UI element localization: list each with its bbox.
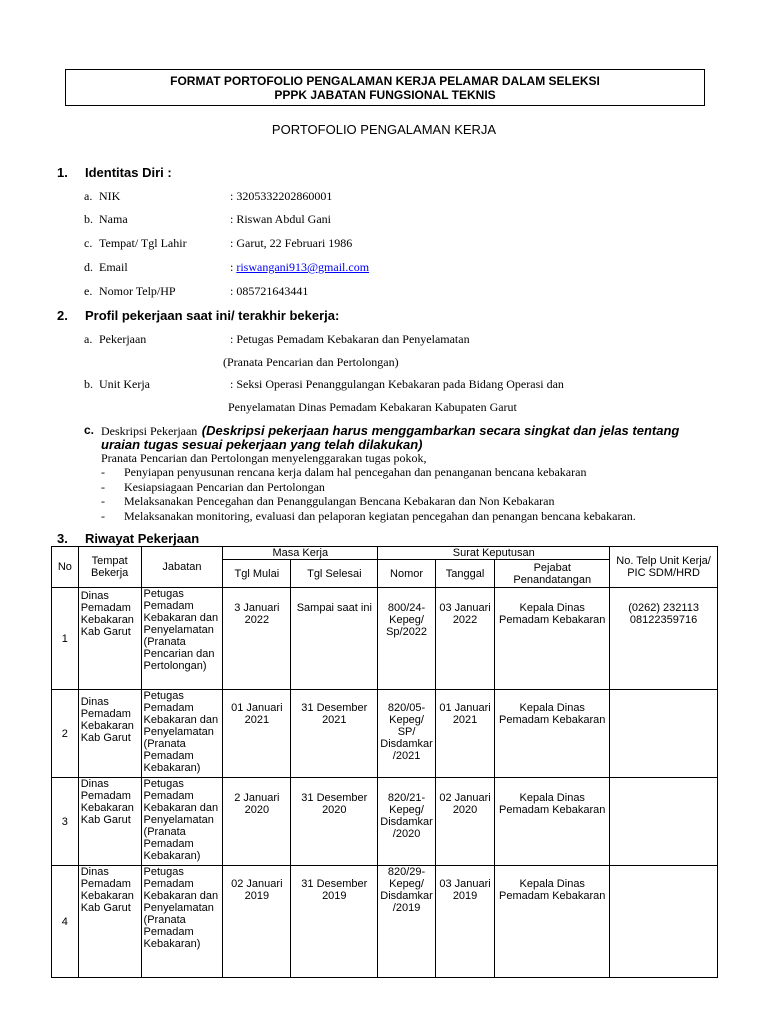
- nama-value: : Riswan Abdul Gani: [230, 212, 331, 226]
- col-header-pejabat: Pejabat Penandatangan: [495, 560, 610, 588]
- col-header-surat-keputusan: Surat Keputusan: [378, 547, 610, 560]
- col-header-tgl-mulai: Tgl Mulai: [223, 560, 291, 588]
- col-header-telp: No. Telp Unit Kerja/ PIC SDM/HRD: [610, 547, 718, 588]
- telp-value: : 085721643441: [230, 284, 309, 298]
- email-colon: :: [230, 260, 237, 274]
- cell-tgl-mulai: 3 Januari 2022: [223, 588, 291, 690]
- cell-no: 2: [52, 690, 79, 778]
- ttl-letter: c.: [84, 236, 93, 250]
- nik-label: NIK: [99, 189, 121, 203]
- email-letter: d.: [84, 260, 93, 274]
- bullet-text-2: Kesiapsiagaan Pencarian dan Pertolongan: [124, 480, 325, 494]
- pekerjaan-letter: a.: [84, 332, 93, 346]
- cell-pejabat: Kepala Dinas Pemadam Kebakaran: [495, 778, 610, 866]
- cell-tanggal: 01 Januari 2021: [435, 690, 494, 778]
- email-row: [230, 260, 369, 275]
- cell-tgl-selesai: Sampai saat ini: [291, 588, 378, 690]
- col-header-tempat: Tempat Bekerja: [78, 547, 141, 588]
- unitkerja-value: : Seksi Operasi Penanggulangan Kebakaran pada Bidang Operasi dan: [230, 377, 564, 391]
- cell-nomor: 820/29-Kepeg/ Disdamkar /2019: [378, 866, 436, 978]
- bullet-text-1: Penyiapan penyusunan rencana kerja dalam hal pencegahan dan penanganan bencana kebakaran: [124, 465, 587, 479]
- table-header-row-1: [52, 547, 718, 560]
- deskripsi-intro: Pranata Pencarian dan Pertolongan menyelenggarakan tugas pokok,: [101, 451, 427, 465]
- table-row: [52, 588, 718, 690]
- telp-letter: e.: [84, 284, 93, 298]
- nik-value: : 3205332202860001: [230, 189, 333, 203]
- pekerjaan-value-2: (Pranata Pencarian dan Pertolongan): [223, 355, 399, 369]
- cell-pejabat: Kepala Dinas Pemadam Kebakaran: [495, 588, 610, 690]
- cell-tgl-selesai: 31 Desember 2019: [291, 866, 378, 978]
- cell-jabatan: Petugas Pemadam Kebakaran dan Penyelamatan (Pranata Pemadam Kebakaran): [141, 866, 223, 978]
- cell-tgl-mulai: 02 Januari 2019: [223, 866, 291, 978]
- table-row: [52, 866, 718, 978]
- table-row: [52, 690, 718, 778]
- cell-nomor: 820/05-Kepeg/ SP/ Disdamkar /2021: [378, 690, 436, 778]
- bullet-dash-1: -: [101, 465, 105, 479]
- email-link[interactable]: riswangani913@gmail.com: [236, 260, 370, 274]
- bullet-dash-2: -: [101, 480, 105, 494]
- cell-tempat: Dinas Pemadam Kebakaran Kab Garut: [78, 690, 141, 778]
- section3-title: Riwayat Pekerjaan: [85, 531, 200, 546]
- unitkerja-label: Unit Kerja: [99, 377, 150, 391]
- cell-telp: (0262) 232113 08122359716: [610, 588, 718, 690]
- table-row: [52, 778, 718, 866]
- cell-tempat: Dinas Pemadam Kebakaran Kab Garut: [78, 778, 141, 866]
- cell-telp: [610, 690, 718, 778]
- bullet-dash-4: -: [101, 509, 105, 523]
- deskripsi-letter: c.: [84, 423, 95, 437]
- section3-number: 3.: [57, 531, 68, 546]
- cell-tempat: Dinas Pemadam Kebakaran Kab Garut: [78, 866, 141, 978]
- col-header-tgl-selesai: Tgl Selesai: [291, 560, 378, 588]
- col-header-no: No: [52, 547, 79, 588]
- deskripsi-instruction-1: (Deskripsi pekerjaan harus menggambarkan secara singkat dan jelas tentang: [201, 423, 680, 438]
- ttl-value: : Garut, 22 Februari 1986: [230, 236, 353, 250]
- email-label: Email: [99, 260, 128, 274]
- cell-tempat: Dinas Pemadam Kebakaran Kab Garut: [78, 588, 141, 690]
- cell-no: 1: [52, 588, 79, 690]
- nama-letter: b.: [84, 212, 93, 226]
- cell-tgl-selesai: 31 Desember 2020: [291, 778, 378, 866]
- cell-no: 4: [52, 866, 79, 978]
- bullet-text-4: Melaksanakan monitoring, evaluasi dan pelaporan kegiatan pencegahan dan penangan bencana kebakaran.: [124, 509, 636, 523]
- cell-jabatan: Petugas Pemadam Kebakaran dan Penyelamatan (Pranata Pemadam Kebakaran): [141, 690, 223, 778]
- cell-tgl-selesai: 31 Desember 2021: [291, 690, 378, 778]
- section2-number: 2.: [57, 308, 68, 323]
- nama-label: Nama: [99, 212, 128, 226]
- cell-jabatan: Petugas Pemadam Kebakaran dan Penyelamatan (Pranata Pencarian dan Pertolongan): [141, 588, 223, 690]
- cell-tanggal: 03 Januari 2022: [435, 588, 494, 690]
- unitkerja-letter: b.: [84, 377, 93, 391]
- section2-title: Profil pekerjaan saat ini/ terakhir bekerja:: [85, 308, 340, 323]
- document-header-box: [65, 69, 705, 106]
- header-line-1: FORMAT PORTOFOLIO PENGALAMAN KERJA PELAMAR DALAM SELEKSI: [170, 74, 600, 88]
- cell-nomor: 820/21-Kepeg/ Disdamkar /2020: [378, 778, 436, 866]
- cell-tgl-mulai: 2 Januari 2020: [223, 778, 291, 866]
- col-header-jabatan: Jabatan: [141, 547, 223, 588]
- telp-label: Nomor Telp/HP: [99, 284, 176, 298]
- deskripsi-instruction-2: uraian tugas sesuai pekerjaan yang telah dilakukan): [101, 437, 423, 452]
- cell-no: 3: [52, 778, 79, 866]
- cell-telp: [610, 866, 718, 978]
- section1-title: Identitas Diri :: [85, 165, 172, 180]
- cell-tgl-mulai: 01 Januari 2021: [223, 690, 291, 778]
- col-header-tanggal: Tanggal: [435, 560, 494, 588]
- cell-pejabat: Kepala Dinas Pemadam Kebakaran: [495, 690, 610, 778]
- bullet-text-3: Melaksanakan Pencegahan dan Penanggulangan Bencana Kebakaran dan Non Kebakaran: [124, 494, 555, 508]
- work-history-table: [51, 546, 718, 978]
- col-header-masa-kerja: Masa Kerja: [223, 547, 378, 560]
- cell-nomor: 800/24-Kepeg/ Sp/2022: [378, 588, 436, 690]
- document-title: PORTOFOLIO PENGALAMAN KERJA: [271, 122, 497, 137]
- ttl-label: Tempat/ Tgl Lahir: [99, 236, 187, 250]
- cell-tanggal: 03 Januari 2019: [435, 866, 494, 978]
- nik-letter: a.: [84, 189, 93, 203]
- cell-telp: [610, 778, 718, 866]
- unitkerja-value-2: Penyelamatan Dinas Pemadam Kebakaran Kabupaten Garut: [228, 400, 517, 414]
- header-line-2: PPPK JABATAN FUNGSIONAL TEKNIS: [274, 88, 496, 102]
- pekerjaan-value: : Petugas Pemadam Kebakaran dan Penyelamatan: [230, 332, 470, 346]
- pekerjaan-label: Pekerjaan: [99, 332, 147, 346]
- cell-tanggal: 02 Januari 2020: [435, 778, 494, 866]
- cell-pejabat: Kepala Dinas Pemadam Kebakaran: [495, 866, 610, 978]
- deskripsi-label: Deskripsi Pekerjaan: [101, 424, 198, 438]
- section1-number: 1.: [57, 165, 68, 180]
- cell-jabatan: Petugas Pemadam Kebakaran dan Penyelamatan (Pranata Pemadam Kebakaran): [141, 778, 223, 866]
- bullet-dash-3: -: [101, 494, 105, 508]
- col-header-nomor: Nomor: [378, 560, 436, 588]
